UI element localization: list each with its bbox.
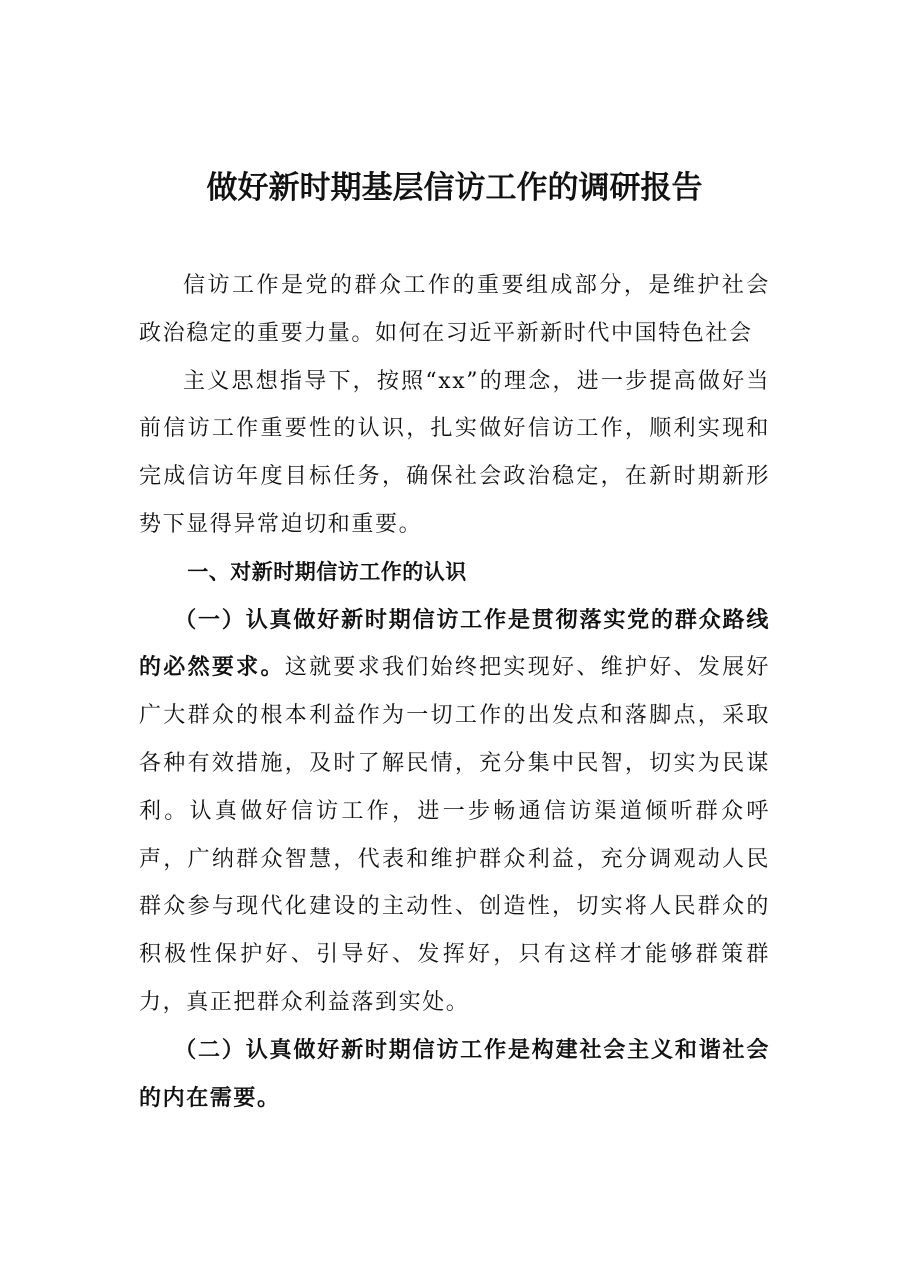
intro-paragraph-1: 信访工作是党的群众工作的重要组成部分，是维护社会政治稳定的重要力量。如何在习近平新新时代中国特色社会 — [139, 273, 770, 346]
document-body — [139, 262, 770, 1122]
intro-paragraph-2: 主义思想指导下，按照“xx”的理念，进一步提高做好当前信访工作重要性的认识，扎实做好信访工作，顺利实现和完成信访年度目标任务，确保社会政治稳定，在新时期新形势下显得异常迫切和重要。 — [139, 368, 770, 537]
section-1-heading: 一、对新时期信访工作的认识 — [187, 559, 467, 584]
document-title: 做好新时期基层信访工作的调研报告 — [206, 170, 703, 206]
section-1-item-2-lead: （二）认真做好新时期信访工作是构建社会主义和谐社会的内在需要。 — [139, 1036, 770, 1111]
section-1-item-1-text: 这就要求我们始终把实现好、维护好、发展好广大群众的根本利益作为一切工作的出发点和落脚点，采取各种有效措施，及时了解民情，充分集中民智，切实为民谋利。认真做好信访工作，进一步畅通信访渠道倾听群众呼声，广纳群众智慧，代表和维护群众利益，充分调观动人民群众参与现代化建设的主动性、创造性，切实将人民群众的积极性保护好、引导好、发挥好，只有这样才能够群策群力，真正把群众利益落到实处。 — [139, 655, 770, 1015]
section-1-item-1 — [139, 597, 770, 1027]
section-1-item-2 — [139, 1027, 770, 1123]
section-1-item-1-lead: （一）认真做好新时期信访工作是贯彻落实党的群众路线的必然要求。 — [139, 606, 770, 681]
